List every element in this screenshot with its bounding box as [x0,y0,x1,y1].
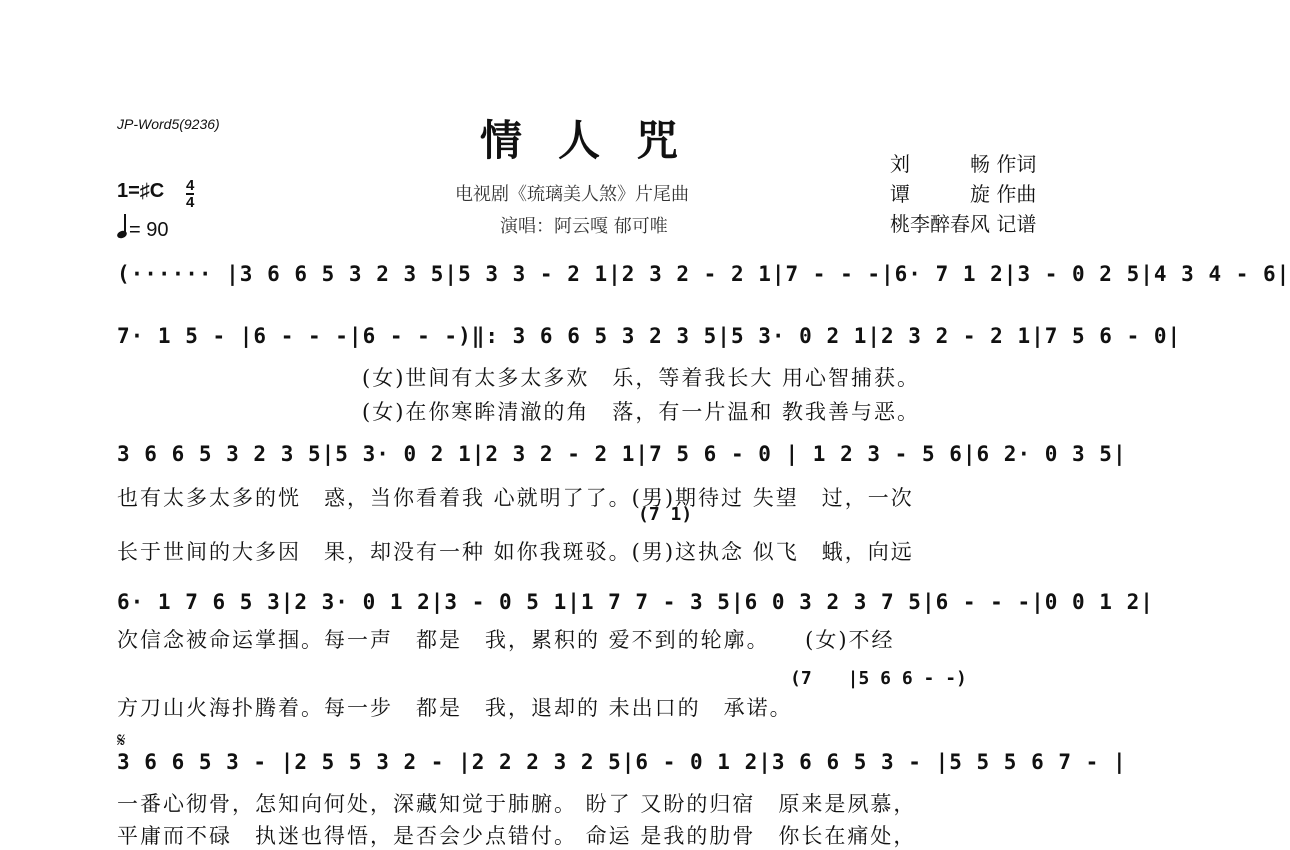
software-label: JP-Word5(9236) [117,116,220,132]
key-signature: 1=♯C [117,180,165,202]
lyric-line: 次信念被命运掌掴。每一声 都是 我，累积的 爱不到的轮廓。 (女)不经 [117,628,895,652]
song-subtitle: 电视剧《琉璃美人煞》片尾曲 [455,184,689,205]
lyric-line: (女)在你寒眸清澈的角 落，有一片温和 教我善与恶。 [362,400,921,424]
tempo-marking [117,218,168,242]
composer-credit: 谭 旋 作曲 [890,182,1037,206]
notation-line: 3 6 6 5 3 - |2 5 5 3 2 - |2 2 2 3 2 5|6 - 0 1 2|3 6 6 5 3 - |5 5 5 6 7 - | [117,750,1127,774]
lyric-line: 长于世间的大多因 果，却没有一种 如你我斑驳。(男)这执念 似飞 蛾，向远 [117,540,914,564]
auxiliary-notes: (7 1) [638,504,693,525]
lyric-line: (女)世间有太多太多欢 乐，等着我长大 用心智捕获。 [362,366,921,390]
notation-line: 3 6 6 5 3 2 3 5|5 3· 0 2 1|2 3 2 - 2 1|7 5 6 - 0 | 1 2 3 - 5 6|6 2· 0 3 5| [117,442,1127,466]
notation-line: 6· 1 7 6 5 3|2 3· 0 1 2|3 - 0 5 1|1 7 7 - 3 5|6 0 3 2 3 7 5|6 - - -|0 0 1 2| [117,590,1154,614]
transcriber-credit: 桃李醉春风 记谱 [890,212,1037,236]
tempo-value: = 90 [129,219,169,241]
quarter-note-icon [116,230,128,240]
notation-line: 7· 1 5 - |6 - - -|6 - - -)‖: 3 6 6 5 3 2 3 5|5 3· 0 2 1|2 3 2 - 2 1|7 5 6 - 0| [117,324,1182,348]
segno-sign: 𝄋 [117,728,126,752]
lyric-line: 也有太多太多的恍 惑，当你看着我 心就明了了。(男)期待过 失望 过，一次 [117,486,914,510]
time-signature [186,178,194,210]
lyric-line: 平庸而不碌 执迷也得悟，是否会少点错付。 命运 是我的肋骨 你长在痛处， [117,824,917,848]
auxiliary-notes: (7 |5 6 6 - -) [790,668,967,689]
notation-line: (······ |3 6 6 5 3 2 3 5|5 3 3 - 2 1|2 3 2 - 2 1|7 - - -|6· 7 1 2|3 - 0 2 5|4 3 4 - 6| [117,262,1290,286]
time-signature-top: 4 [186,177,195,194]
lyric-line: 方刀山火海扑腾着。每一步 都是 我，退却的 未出口的 承诺。 [117,696,793,720]
lyric-line: 一番心彻骨，怎知向何处，深藏知觉于肺腑。 盼了 又盼的归宿 原来是夙慕， [117,792,917,816]
song-title: 情人咒 [480,116,715,165]
singers-credit: 演唱：阿云嘎 郁可唯 [500,216,668,237]
time-signature-bottom: 4 [186,194,195,211]
lyricist-credit: 刘 畅 作词 [890,152,1037,176]
